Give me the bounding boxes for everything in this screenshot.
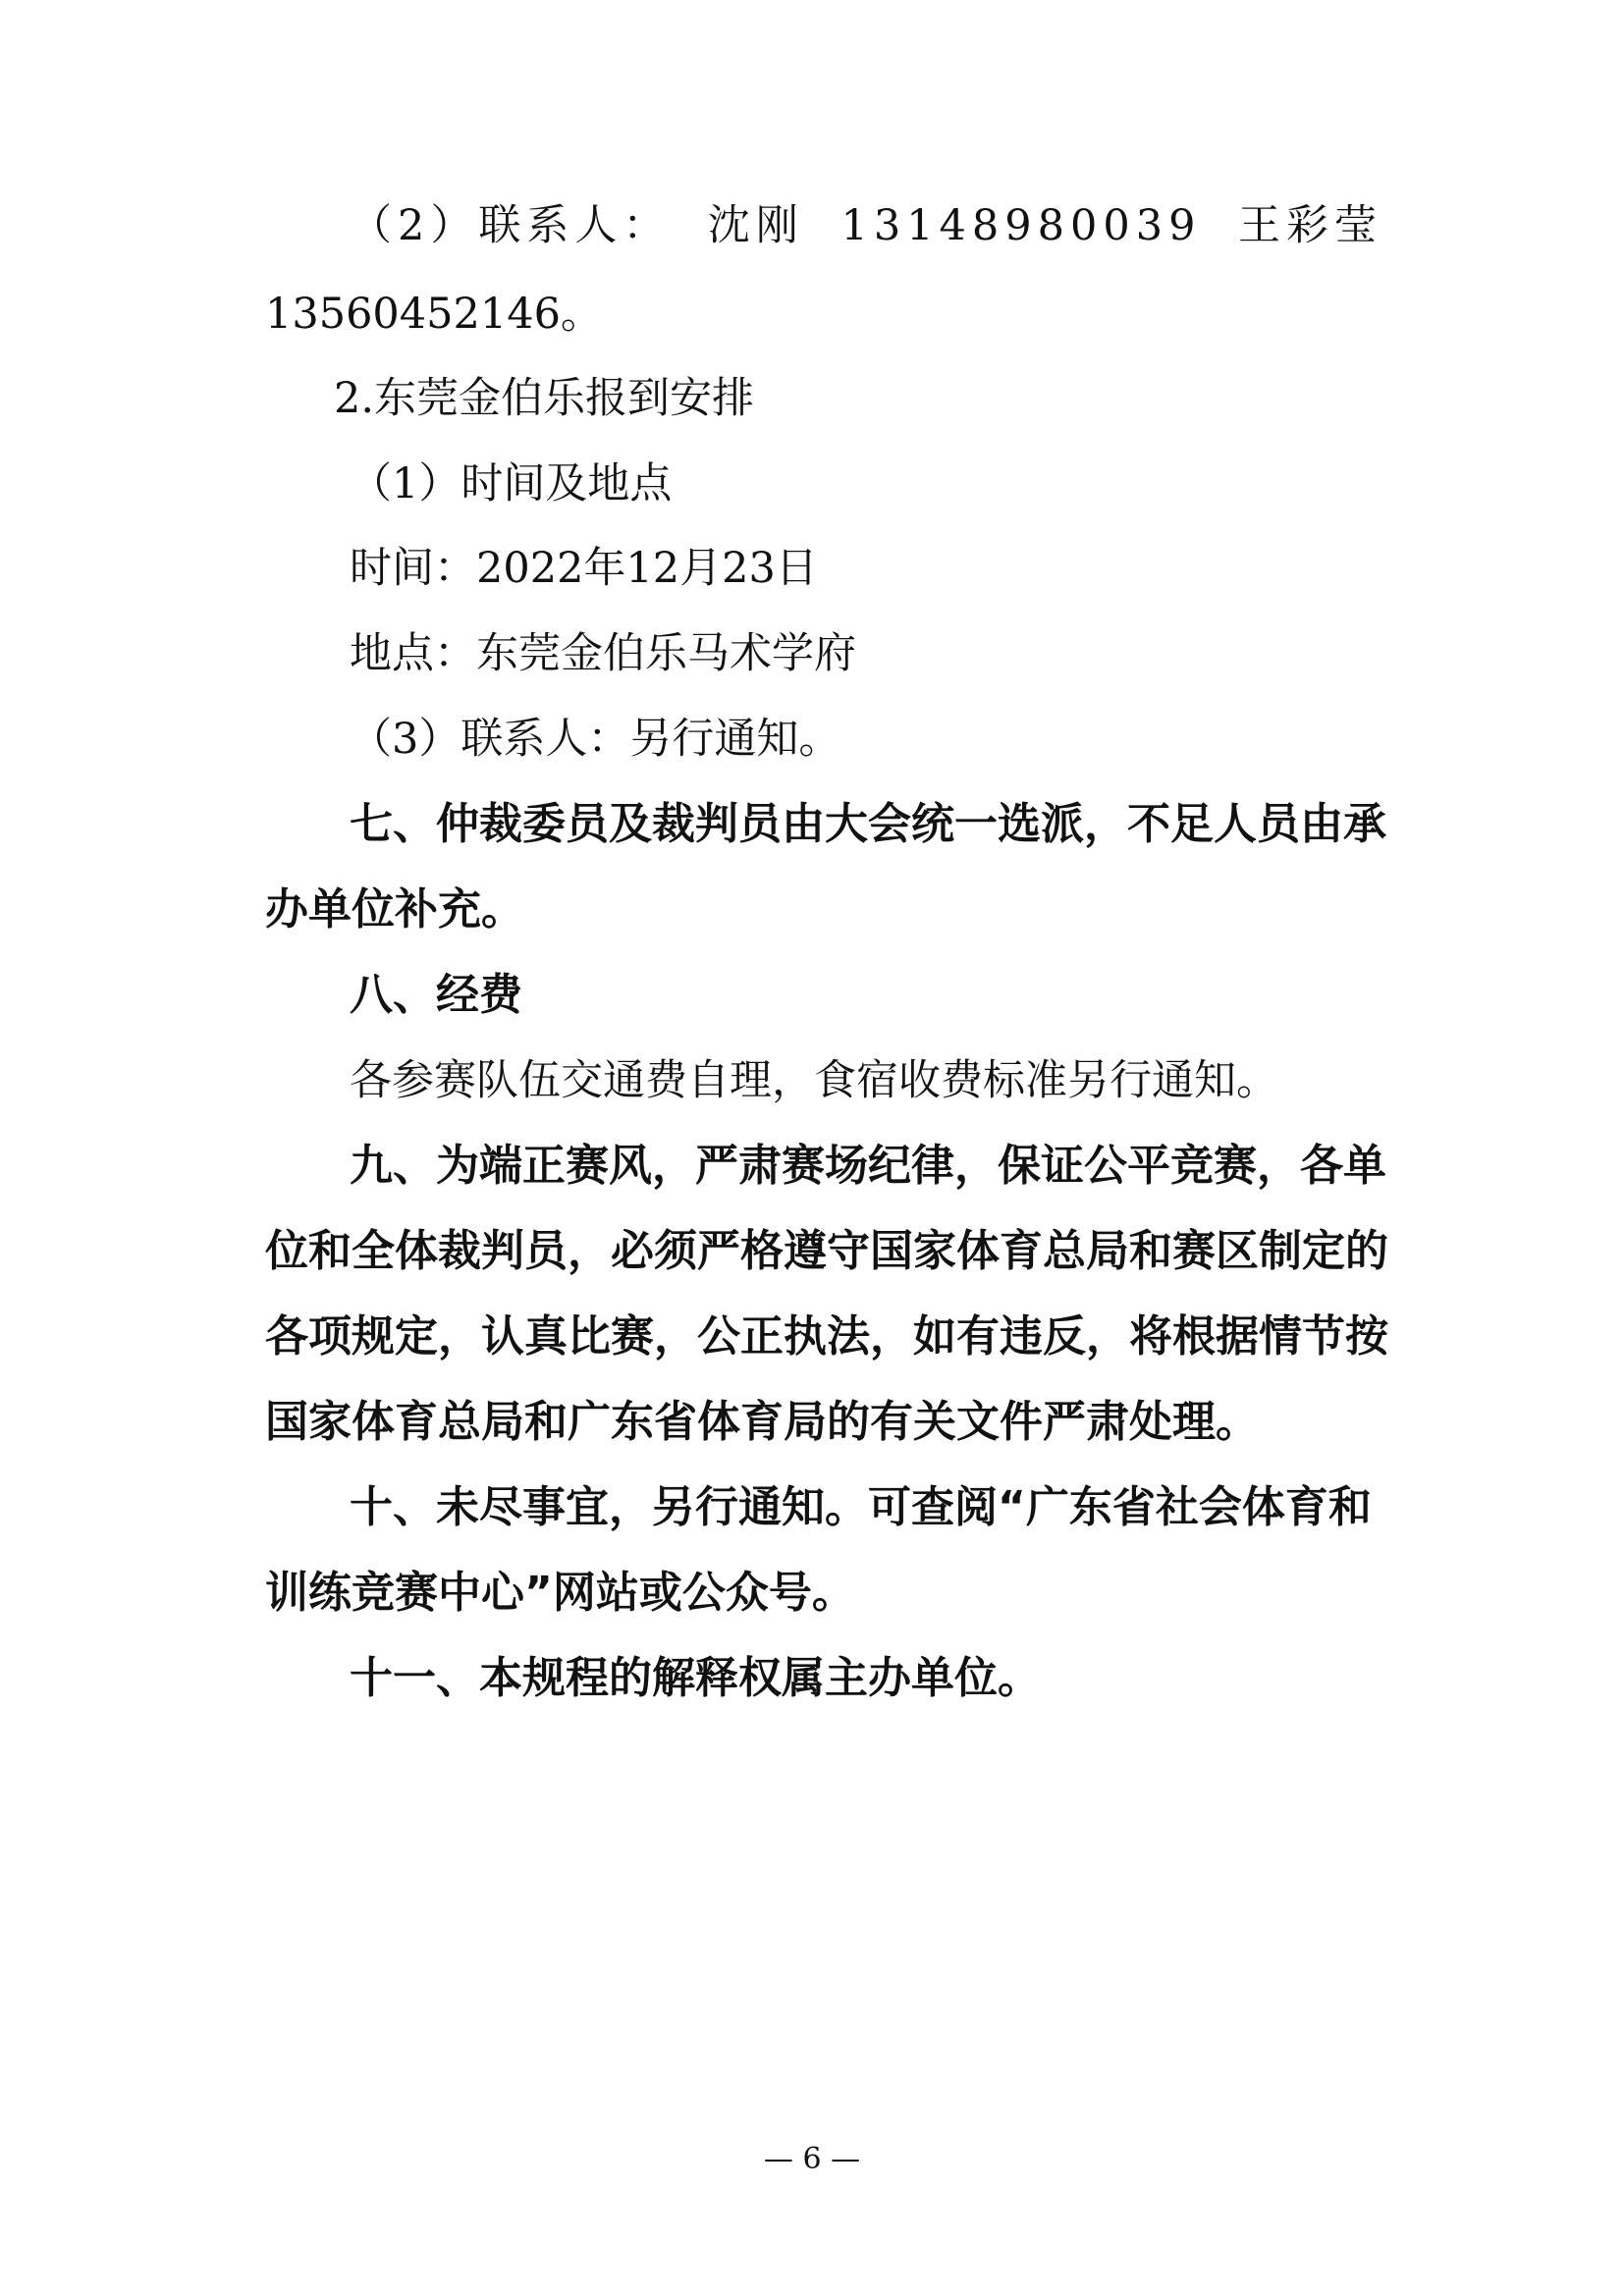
item9-line2: 位和全体裁判员，必须严格遵守国家体育总局和赛区制定的 xyxy=(265,1226,1388,1276)
place-line: 地点：东莞金伯乐马术学府 xyxy=(350,629,856,678)
page-number: — 6 — xyxy=(763,2142,861,2176)
section-heading: 2.东莞金伯乐报到安排 xyxy=(334,374,755,423)
subsection-time-place: （1）时间及地点 xyxy=(350,459,673,508)
contact-line xyxy=(350,196,1382,255)
subsection-contact: （3）联系人：另行通知。 xyxy=(350,715,841,764)
contact-phone-1: 13148980039 xyxy=(840,201,1202,250)
item7-line1: 七、仲裁委员及裁判员由大会统一选派，不足人员由承 xyxy=(350,799,1386,849)
item8-body: 各参赛队伍交通费自理，食宿收费标准另行通知。 xyxy=(350,1056,1278,1105)
contact-name-1: 沈刚 xyxy=(707,201,804,250)
item10-line2: 训练竞赛中心”网站或公众号。 xyxy=(265,1568,855,1618)
contact-phone-2: 13560452146。 xyxy=(265,290,603,339)
item9-line4: 国家体育总局和广东省体育局的有关文件严肃处理。 xyxy=(265,1397,1259,1447)
contact-label: （2）联系人： xyxy=(350,201,672,250)
item9-line1: 九、为端正赛风，严肃赛场纪律，保证公平竞赛，各单 xyxy=(350,1141,1386,1191)
item8-heading: 八、经费 xyxy=(350,970,522,1020)
item9-line3: 各项规定，认真比赛，公正执法，如有违反，将根据情节按 xyxy=(265,1311,1388,1362)
contact-name-2: 王彩莹 xyxy=(1237,201,1382,250)
item11-line1: 十一、本规程的解释权属主办单位。 xyxy=(350,1653,1041,1703)
item10-line1: 十、未尽事宜，另行通知。可查阅“广东省社会体育和 xyxy=(350,1482,1372,1532)
time-line: 时间：2022年12月23日 xyxy=(350,544,818,593)
item7-line2: 办单位补充。 xyxy=(265,884,524,934)
